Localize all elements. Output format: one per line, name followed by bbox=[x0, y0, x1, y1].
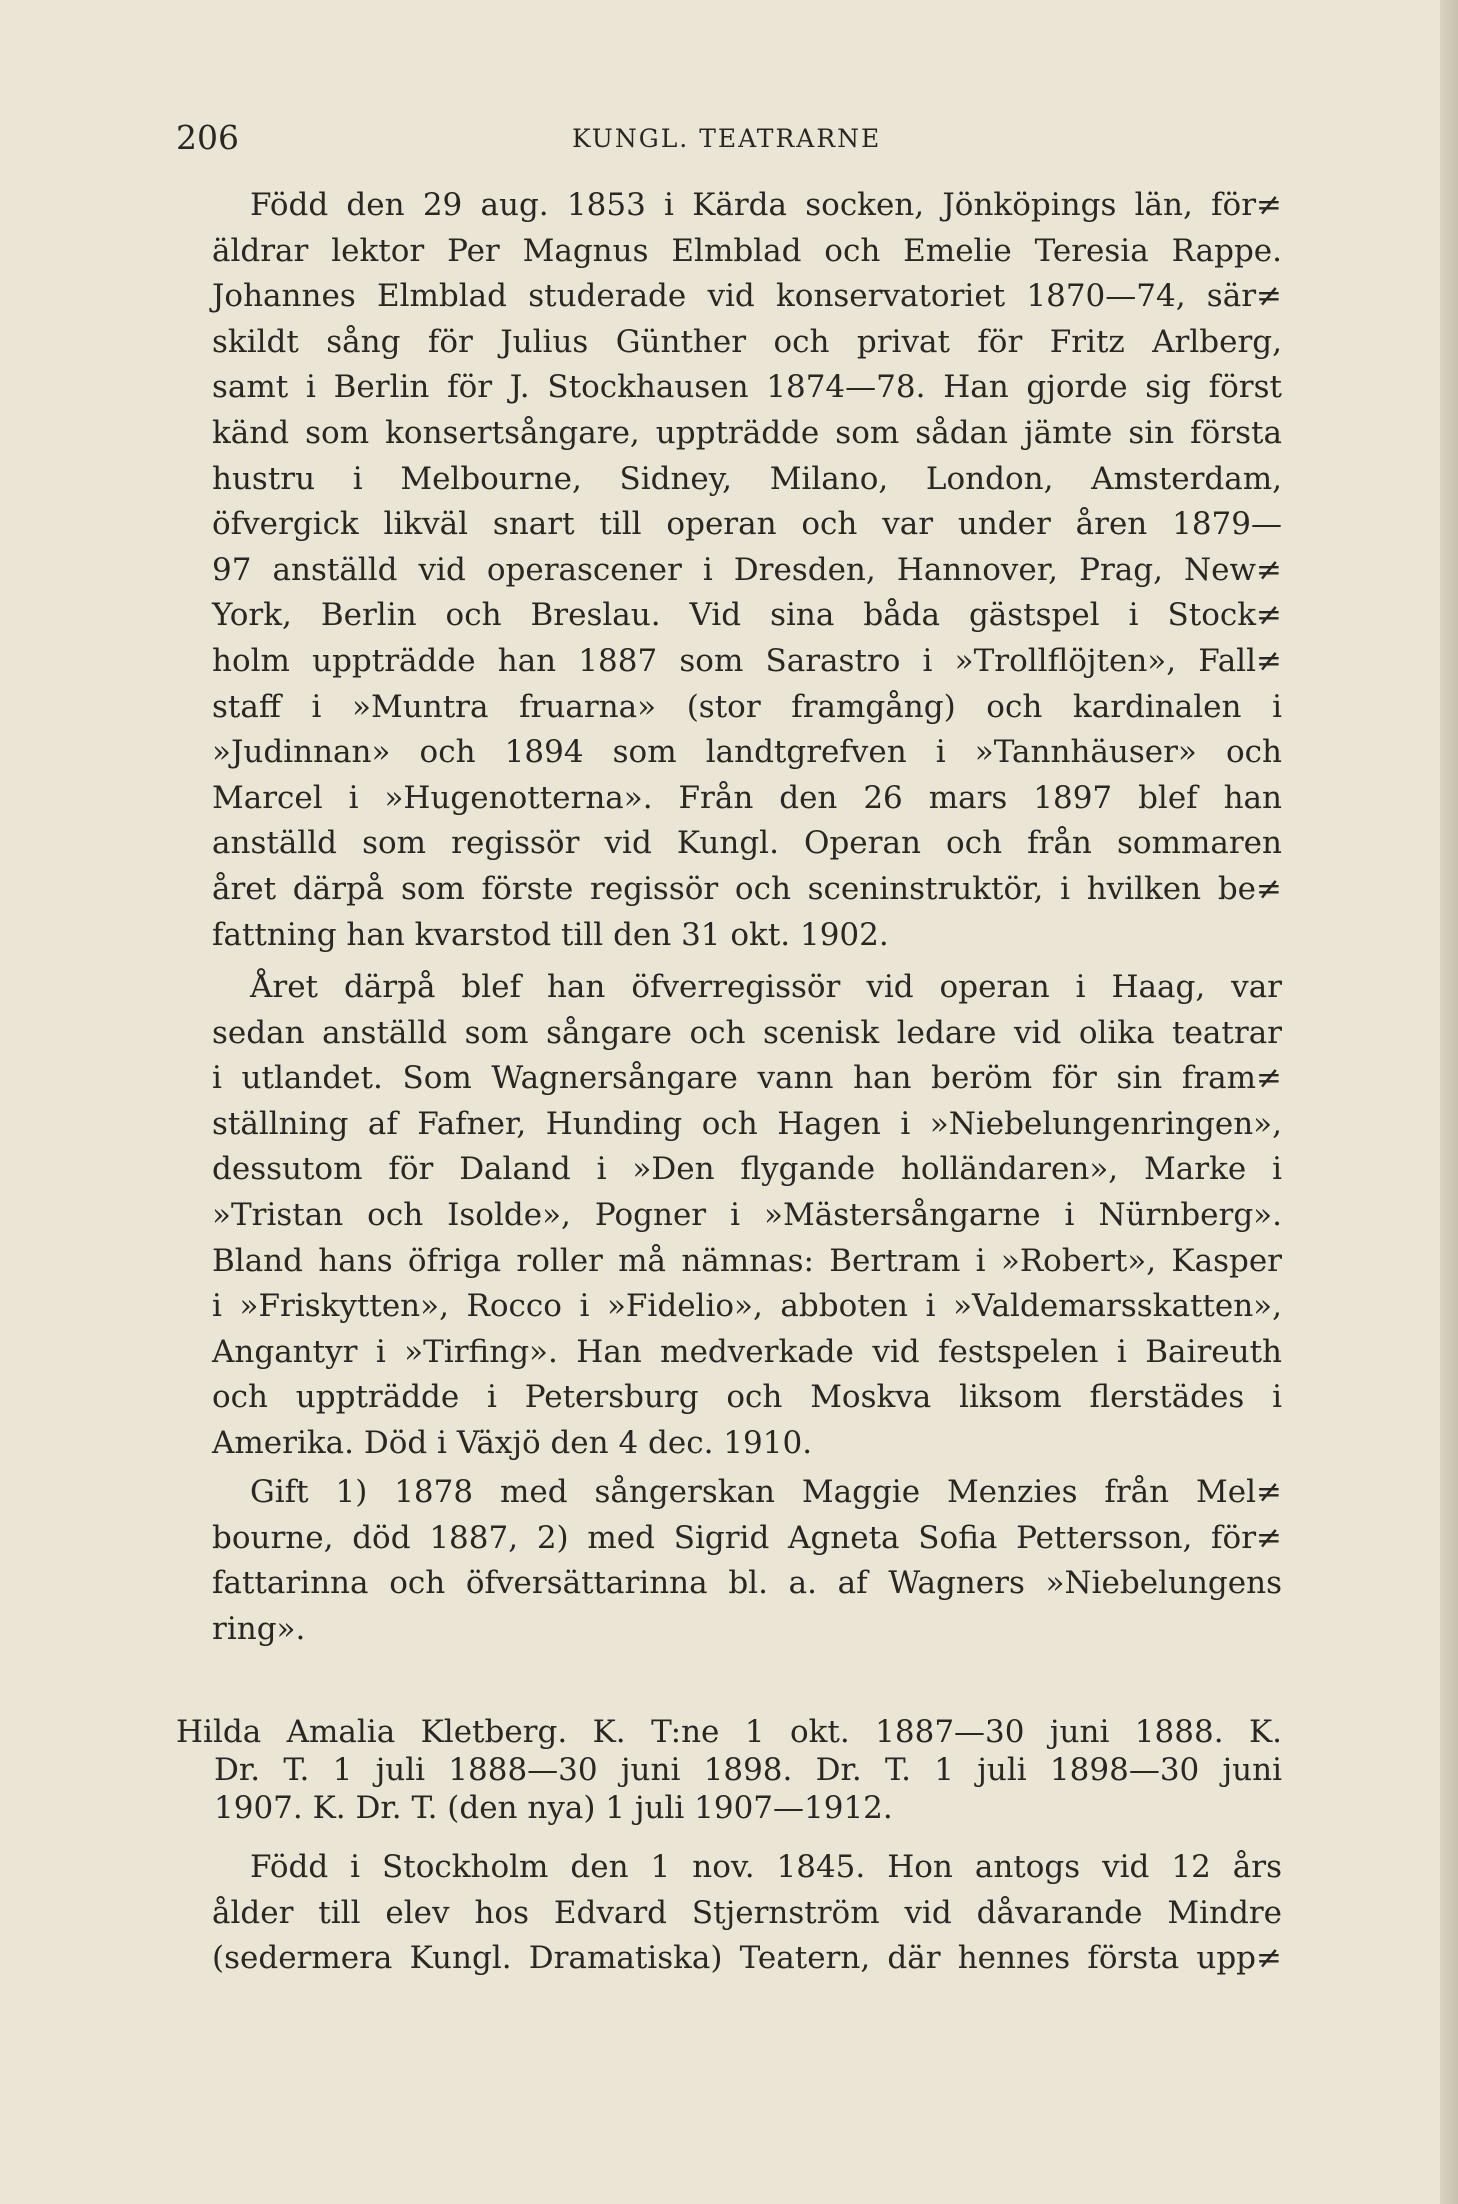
text-line: 97 anställd vid operascener i Dresden, Hannover, Prag, New≠ bbox=[212, 551, 1282, 588]
entry-heading-line: 1907. K. Dr. T. (den nya) 1 juli 1907—1912. bbox=[214, 1790, 893, 1826]
text-line: öfvergick likväl snart till operan och var under åren 1879— bbox=[212, 506, 1282, 543]
page-header bbox=[176, 118, 1296, 158]
text-line: känd som konsertsångare, uppträdde som sådan jämte sin första bbox=[212, 414, 1282, 451]
paragraph-career bbox=[212, 965, 1282, 1467]
entry-heading-line: Dr. T. 1 juli 1888—30 juni 1898. Dr. T. 1 juli 1898—30 juni bbox=[214, 1752, 1282, 1788]
text-line: i »Friskytten», Rocco i »Fidelio», abboten i »Valdemarsskatten», bbox=[212, 1288, 1282, 1325]
text-line: staff i »Muntra fruarna» (stor framgång) och kardinalen i bbox=[212, 688, 1282, 725]
page-number: 206 bbox=[176, 118, 239, 157]
text-line: Född den 29 aug. 1853 i Kärda socken, Jönköpings län, för≠ bbox=[250, 187, 1282, 223]
text-line: Född i Stockholm den 1 nov. 1845. Hon antogs vid 12 års bbox=[250, 1849, 1282, 1885]
text-line: holm uppträdde han 1887 som Sarastro i »Trollflöjten», Fall≠ bbox=[212, 642, 1282, 679]
text-line: skildt sång för Julius Günther och privat för Fritz Arlberg, bbox=[212, 323, 1282, 360]
paragraph-birth bbox=[212, 183, 1282, 958]
text-line: fattarinna och öfversättarinna bl. a. af Wagners »Niebelungens bbox=[212, 1565, 1282, 1602]
text-line: bourne, död 1887, 2) med Sigrid Agneta Sofia Pettersson, för≠ bbox=[212, 1519, 1282, 1556]
text-line: York, Berlin och Breslau. Vid sina båda gästspel i Stock≠ bbox=[212, 597, 1282, 634]
text-line: »Tristan och Isolde», Pogner i »Mästersångarne i Nürnberg». bbox=[212, 1196, 1282, 1233]
running-head: KUNGL. TEATRARNE bbox=[572, 124, 882, 153]
text-line: året därpå som förste regissör och sceninstruktör, i hvilken be≠ bbox=[212, 870, 1282, 907]
text-line: hustru i Melbourne, Sidney, Milano, London, Amsterdam, bbox=[212, 460, 1282, 497]
text-line: sedan anställd som sångare och scenisk ledare vid olika teatrar bbox=[212, 1014, 1282, 1051]
text-line: i utlandet. Som Wagnersångare vann han beröm för sin fram≠ bbox=[212, 1060, 1282, 1097]
text-line: ställning af Fafner, Hunding och Hagen i »Niebelungenringen», bbox=[212, 1105, 1282, 1142]
text-line: (sedermera Kungl. Dramatiska) Teatern, där hennes första upp≠ bbox=[212, 1940, 1282, 1977]
text-line: samt i Berlin för J. Stockhausen 1874—78. Han gjorde sig först bbox=[212, 369, 1282, 406]
text-line: äldrar lektor Per Magnus Elmblad och Emelie Teresia Rappe. bbox=[212, 232, 1282, 269]
entry-heading-line: Hilda Amalia Kletberg. K. T:ne 1 okt. 1887—30 juni 1888. K. bbox=[176, 1714, 1282, 1750]
paragraph-kletberg-birth bbox=[212, 1845, 1282, 1982]
text-line: Angantyr i »Tirfing». Han medverkade vid festspelen i Baireuth bbox=[212, 1333, 1282, 1370]
text-line: dessutom för Daland i »Den flygande holländaren», Marke i bbox=[212, 1151, 1282, 1188]
text-line: Bland hans öfriga roller må nämnas: Bertram i »Robert», Kasper bbox=[212, 1242, 1282, 1279]
text-line: ring». bbox=[212, 1610, 306, 1647]
text-line: Amerika. Död i Växjö den 4 dec. 1910. bbox=[212, 1424, 813, 1461]
text-line: Året därpå blef han öfverregissör vid operan i Haag, var bbox=[250, 969, 1282, 1005]
entry-heading-kletberg bbox=[176, 1713, 1282, 1827]
page-edge bbox=[1440, 0, 1458, 2204]
paragraph-marriage bbox=[212, 1470, 1282, 1652]
text-line: »Judinnan» och 1894 som landtgrefven i »Tannhäuser» och bbox=[212, 734, 1282, 771]
text-line: Gift 1) 1878 med sångerskan Maggie Menzies från Mel≠ bbox=[250, 1474, 1282, 1510]
text-line: ålder till elev hos Edvard Stjernström vid dåvarande Mindre bbox=[212, 1894, 1282, 1931]
text-line: Marcel i »Hugenotterna». Från den 26 mars 1897 blef han bbox=[212, 779, 1282, 816]
text-line: fattning han kvarstod till den 31 okt. 1902. bbox=[212, 916, 889, 953]
text-line: anställd som regissör vid Kungl. Operan och från sommaren bbox=[212, 825, 1282, 862]
text-line: Johannes Elmblad studerade vid konservatoriet 1870—74, sär≠ bbox=[212, 278, 1282, 315]
text-line: och uppträdde i Petersburg och Moskva liksom flerstädes i bbox=[212, 1379, 1282, 1416]
